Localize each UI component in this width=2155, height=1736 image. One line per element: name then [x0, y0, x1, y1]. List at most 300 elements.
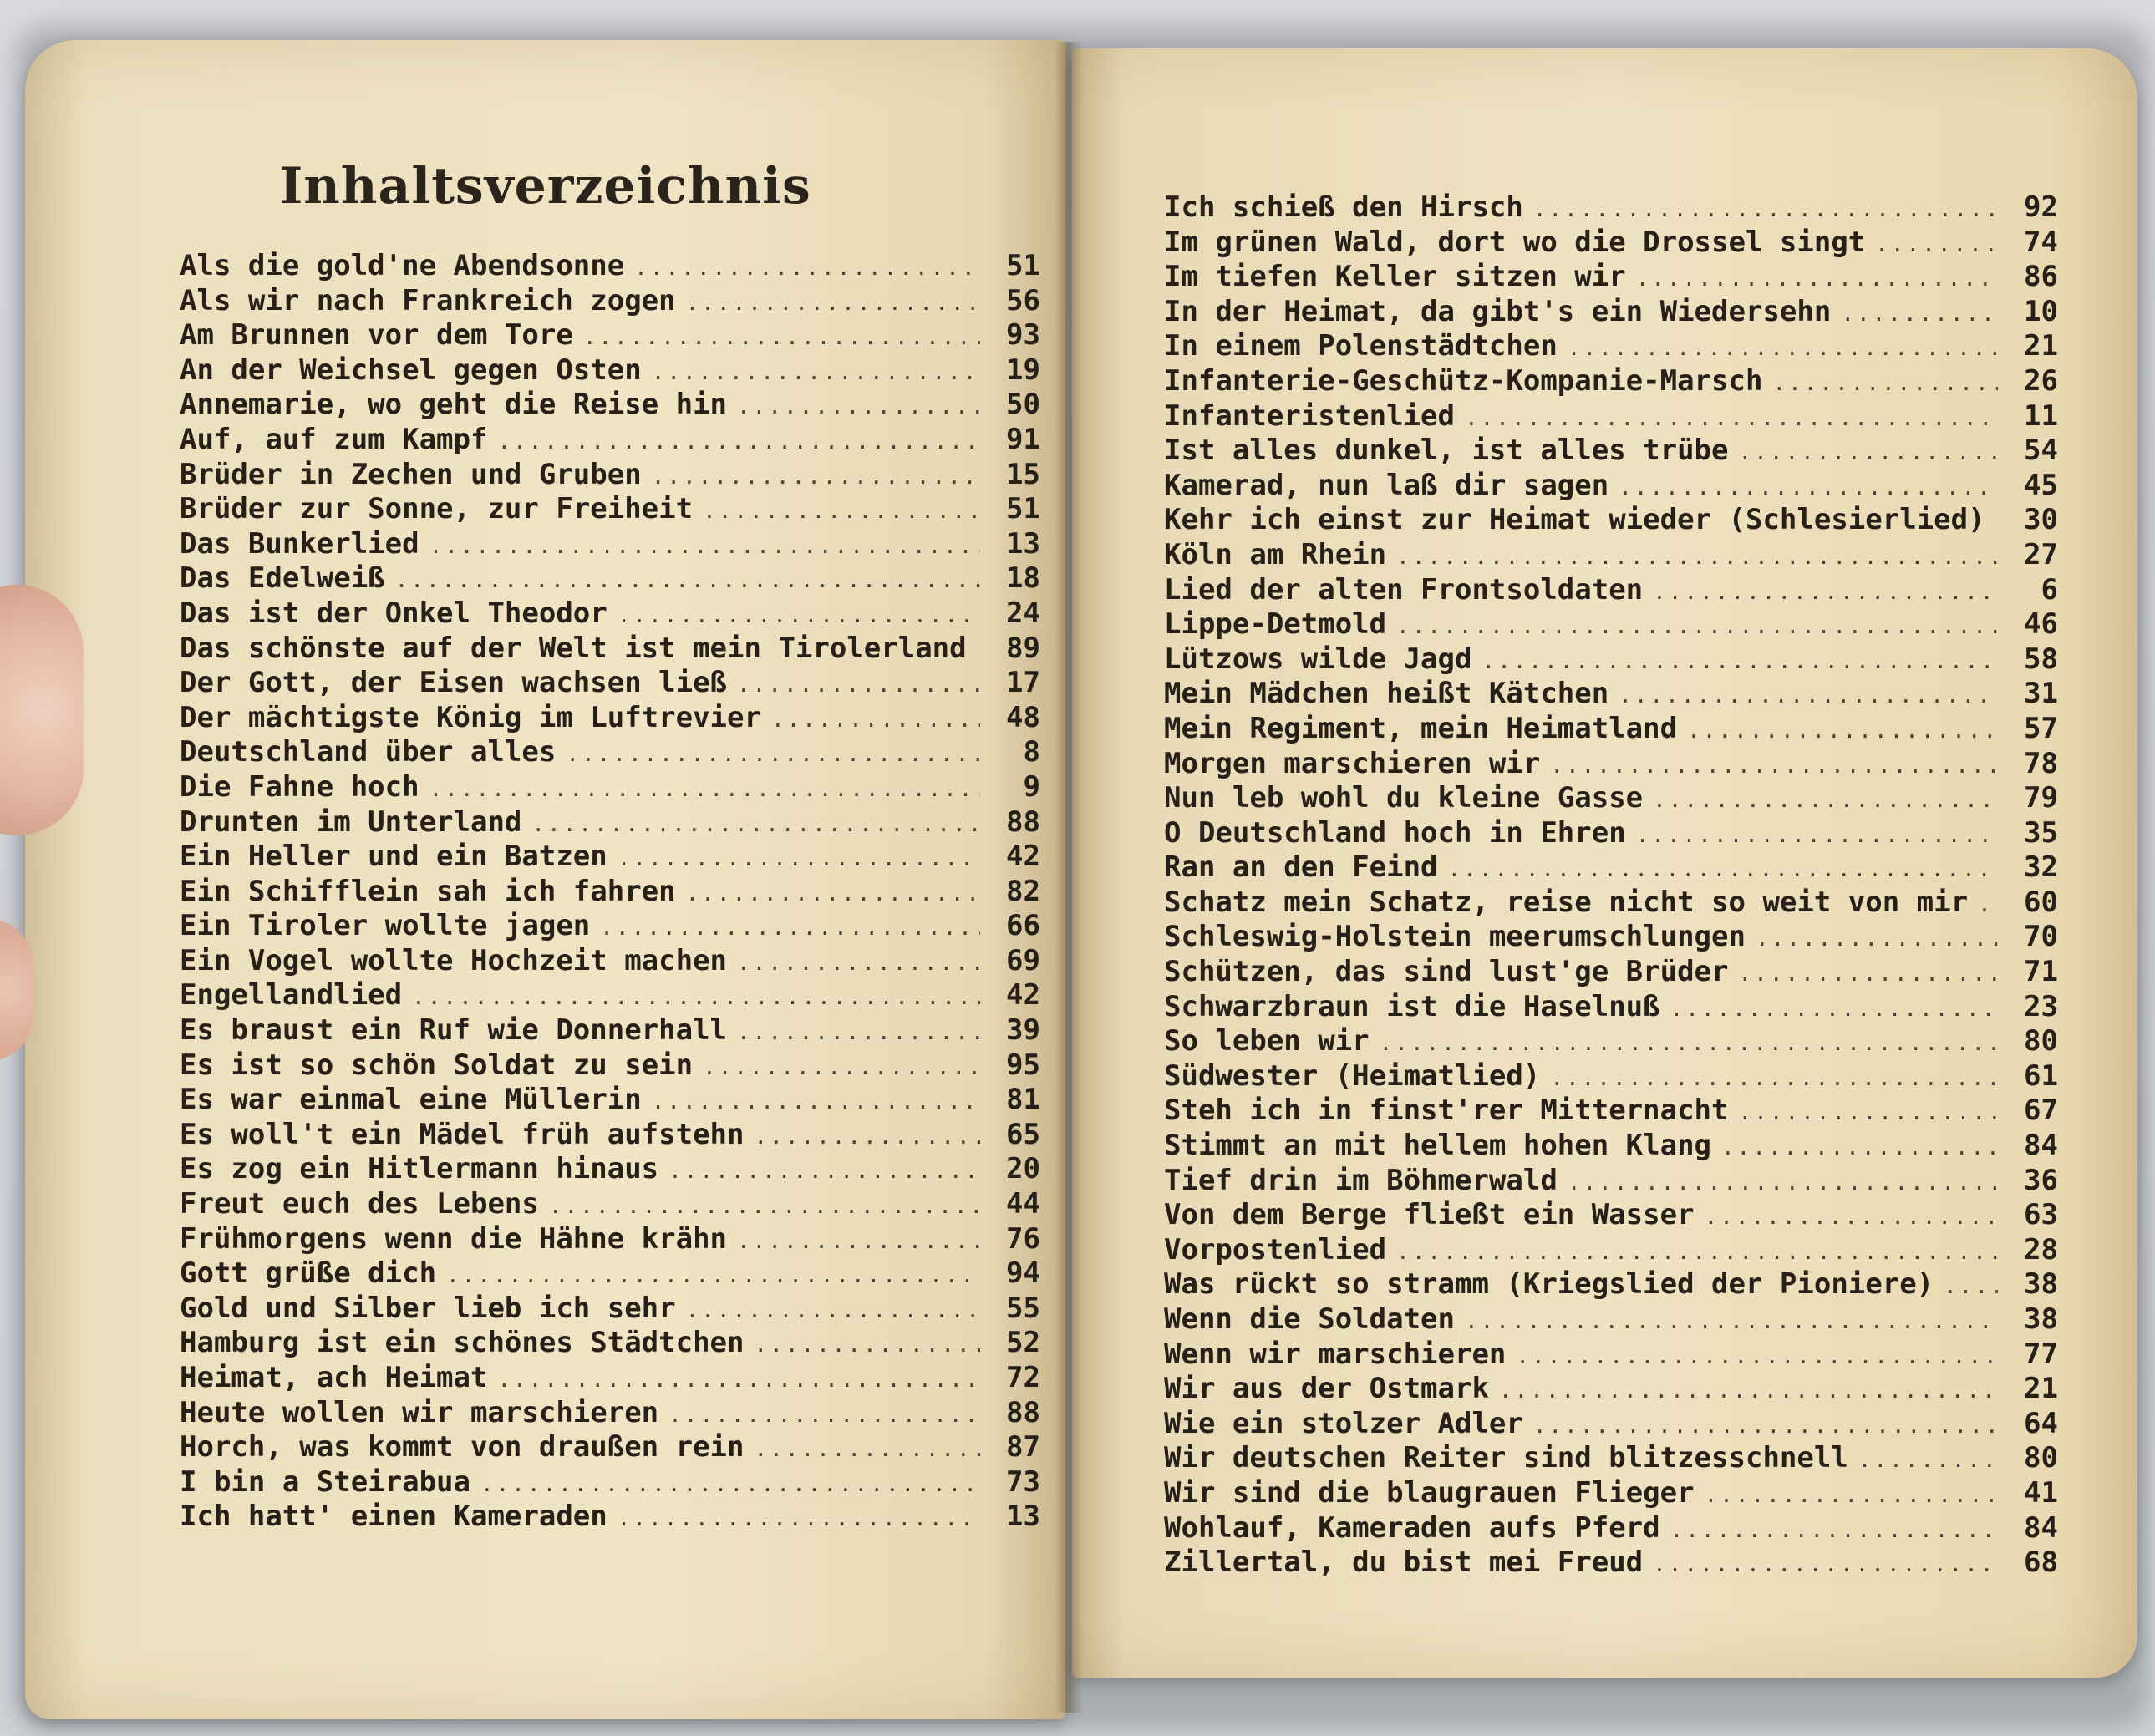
toc-entry-page: 46	[2024, 607, 2058, 642]
toc-entry-title: Das ist der Onkel Theodor	[180, 596, 607, 630]
toc-entry-page: 94	[1006, 1256, 1040, 1291]
toc-entry	[180, 1256, 1040, 1292]
toc-entry-page: 21	[2024, 1372, 2058, 1406]
toc-entry-page: 42	[1006, 978, 1040, 1013]
toc-entry	[180, 735, 1040, 770]
toc-entry-title: Wir deutschen Reiter sind blitzesschnell	[1164, 1441, 1848, 1475]
toc-entry	[1164, 503, 2058, 538]
toc-entry-page: 89	[1006, 631, 1040, 665]
toc-entry-page: 95	[1006, 1048, 1040, 1082]
toc-entry	[1164, 1407, 2058, 1442]
toc-entry	[1164, 1059, 2058, 1094]
toc-entry	[180, 1500, 1040, 1535]
toc-entry	[180, 353, 1040, 388]
toc-entry-page: 93	[1006, 318, 1040, 353]
toc-leader-dots	[1670, 1518, 1998, 1543]
toc-entry-title: Ein Heller und ein Batzen	[180, 840, 607, 874]
toc-entry-title: Frühmorgens wenn die Hähne krähn	[180, 1221, 728, 1256]
toc-entry	[1164, 747, 2058, 782]
toc-entry	[1164, 1372, 2058, 1407]
toc-leader-dots	[1448, 857, 1998, 882]
toc-entry-title: Im grünen Wald, dort wo die Drossel singt	[1164, 225, 1866, 259]
toc-entry-title: Wir sind die blaugrauen Flieger	[1164, 1475, 1695, 1510]
toc-entry-page: 39	[1006, 1013, 1040, 1048]
toc-leader-dots	[1396, 614, 1998, 639]
toc-entry-title: Wohlauf, Kameraden aufs Pferd	[1164, 1510, 1660, 1545]
toc-entry-page: 44	[1006, 1187, 1040, 1221]
toc-entry-page: 11	[2024, 398, 2058, 433]
toc-entry-title: Tief drin im Böhmerwald	[1164, 1163, 1558, 1197]
toc-leader-dots	[1533, 197, 1998, 222]
toc-entry-title: Köln am Rhein	[1164, 537, 1387, 571]
toc-entry-title: Engellandlied	[180, 978, 403, 1013]
toc-leader-dots	[1772, 371, 1998, 396]
toc-entry	[1164, 920, 2058, 955]
toc-entry-title: Wie ein stolzer Adler	[1164, 1406, 1523, 1440]
toc-leader-dots	[1619, 683, 1998, 708]
toc-leader-dots	[668, 1159, 980, 1184]
toc-entry	[1164, 781, 2058, 816]
toc-leader-dots	[1533, 1414, 1998, 1439]
toc-entry-title: O Deutschland hoch in Ehren	[1164, 815, 1626, 850]
toc-entry-page: 79	[2024, 781, 2058, 815]
toc-entry-title: Gold und Silber lieb ich sehr	[180, 1291, 676, 1325]
toc-entry	[1164, 1267, 2058, 1302]
toc-entry-page: 23	[2024, 989, 2058, 1023]
toc-entry-title: Als wir nach Frankreich zogen	[180, 283, 676, 317]
toc-entry-page: 17	[1006, 666, 1040, 700]
toc-entry-page: 18	[1006, 561, 1040, 596]
toc-entry-title: Hamburg ist ein schönes Städtchen	[180, 1326, 745, 1360]
toc-entry-title: Heute wollen wir marschieren	[180, 1395, 659, 1429]
toc-leader-dots	[1465, 1309, 1998, 1334]
toc-entry-page: 71	[2024, 955, 2058, 989]
toc-entry-title: Es braust ein Ruf wie Donnerhall	[180, 1013, 728, 1048]
toc-entry-title: Morgen marschieren wir	[1164, 746, 1541, 780]
toc-leader-dots	[686, 1298, 980, 1323]
toc-leader-dots	[1396, 545, 1998, 570]
toc-entry	[1164, 1233, 2058, 1268]
toc-entry-title: Der mächtigste König im Luftrevier	[180, 700, 761, 734]
toc-entry-page: 84	[2024, 1129, 2058, 1163]
toc-entry-page: 6	[2041, 572, 2058, 607]
toc-leader-dots	[1705, 1205, 1998, 1230]
toc-leader-dots	[583, 325, 980, 350]
toc-leader-dots	[755, 1124, 980, 1150]
toc-leader-dots	[1516, 1344, 1998, 1369]
toc-entry-page: 52	[1006, 1326, 1040, 1360]
toc-entry-page: 50	[1006, 388, 1040, 422]
toc-entry	[1164, 573, 2058, 608]
toc-entry-page: 91	[1006, 422, 1040, 456]
toc-entry-page: 61	[2024, 1058, 2058, 1093]
toc-entry	[180, 1292, 1040, 1327]
toc-entry	[180, 1326, 1040, 1361]
toc-entry-page: 24	[1006, 596, 1040, 630]
toc-entry-title: Ein Vogel wollte Hochzeit machen	[180, 943, 728, 977]
toc-entry-page: 76	[1006, 1221, 1040, 1256]
toc-leader-dots	[686, 881, 980, 906]
toc-entry	[1164, 712, 2058, 747]
toc-leader-dots	[395, 568, 980, 593]
toc-leader-dots	[755, 1437, 980, 1462]
toc-entry	[1164, 469, 2058, 504]
toc-entry-title: Von dem Berge fließt ein Wasser	[1164, 1198, 1695, 1232]
toc-entry-page: 58	[2024, 642, 2058, 676]
toc-entry	[1164, 329, 2058, 364]
toc-entry	[1164, 1024, 2058, 1059]
toc-entry-page: 88	[1006, 805, 1040, 839]
toc-entry-page: 13	[1006, 1500, 1040, 1534]
toc-entry-page: 27	[2024, 537, 2058, 571]
toc-leader-dots	[1482, 649, 1998, 674]
toc-entry-page: 82	[1006, 874, 1040, 908]
toc-entry-title: Lippe-Detmold	[1164, 607, 1387, 642]
toc-entry-page: 21	[2024, 329, 2058, 363]
toc-leader-dots	[549, 1194, 980, 1219]
toc-leader-dots	[618, 1506, 980, 1531]
toc-entry	[180, 944, 1040, 979]
toc-entry	[1164, 955, 2058, 990]
toc-entry-title: Im tiefen Keller sitzen wir	[1164, 260, 1626, 294]
toc-entry	[180, 1048, 1040, 1084]
toc-entry-page: 8	[1023, 735, 1040, 769]
toc-entry	[1164, 1511, 2058, 1546]
toc-entry-title: Lied der alten Frontsoldaten	[1164, 572, 1644, 607]
toc-leader-dots	[1739, 440, 1998, 465]
toc-entry-page: 84	[2024, 1510, 2058, 1545]
toc-entry	[1164, 1476, 2058, 1511]
toc-entry-title: Der Gott, der Eisen wachsen ließ	[180, 666, 728, 700]
toc-entry-page: 35	[2024, 815, 2058, 850]
toc-leader-dots	[429, 534, 980, 559]
toc-entry	[1164, 364, 2058, 399]
toc-leader-dots	[1841, 302, 1998, 327]
toc-entry	[180, 458, 1040, 493]
toc-entry-title: An der Weichsel gegen Osten	[180, 353, 642, 387]
toc-leader-dots	[1653, 580, 1998, 605]
toc-entry-page: 41	[2024, 1475, 2058, 1510]
toc-entry	[1164, 538, 2058, 573]
toc-leader-dots	[1465, 406, 1998, 431]
toc-entry-title: Was rückt so stramm (Kriegslied der Pioniere)	[1164, 1267, 1934, 1302]
toc-leader-dots	[1721, 1135, 1998, 1160]
toc-entry-page: 63	[2024, 1198, 2058, 1232]
toc-entry-page: 28	[2024, 1232, 2058, 1266]
toc-leader-dots	[703, 1055, 980, 1080]
toc-entry-page: 51	[1006, 249, 1040, 282]
toc-entry	[180, 1013, 1040, 1048]
toc-entry-title: In einem Polenstädtchen	[1164, 329, 1558, 363]
toc-entry-page: 68	[2024, 1546, 2058, 1580]
toc-entry-page: 64	[2024, 1406, 2058, 1440]
toc-leader-dots	[618, 846, 980, 871]
toc-entry	[1164, 295, 2058, 330]
toc-leader-dots	[1978, 892, 1998, 917]
toc-leader-dots	[977, 638, 980, 663]
toc-entry-title: Zillertal, du bist mei Freud	[1164, 1546, 1644, 1580]
toc-entry	[180, 596, 1040, 632]
toc-entry-title: Südwester (Heimatlied)	[1164, 1058, 1541, 1093]
toc-entry-page: 67	[2024, 1094, 2058, 1128]
toc-entry-title: Brüder zur Sonne, zur Freiheit	[180, 492, 694, 526]
toc-entry	[1164, 816, 2058, 851]
toc-entry	[1164, 190, 2058, 226]
toc-entry-title: Es ist so schön Soldat zu sein	[180, 1048, 694, 1082]
toc-entry	[180, 666, 1040, 701]
toc-entry-title: Es war einmal eine Müllerin	[180, 1083, 642, 1117]
toc-entry	[1164, 990, 2058, 1025]
toc-entry	[180, 492, 1040, 527]
toc-leader-dots	[1670, 997, 1998, 1022]
toc-entry	[1164, 434, 2058, 469]
toc-entry-title: Gott grüße dich	[180, 1256, 437, 1291]
toc-entry-page: 65	[1006, 1117, 1040, 1151]
toc-entry	[1164, 886, 2058, 921]
toc-entry-page: 42	[1006, 840, 1040, 874]
toc-entry-page: 19	[1006, 353, 1040, 387]
toc-entry-page: 31	[2024, 677, 2058, 711]
thumb	[0, 585, 84, 835]
toc-leader-dots	[1875, 232, 1998, 257]
toc-entry	[180, 249, 1040, 284]
toc-entry	[180, 1152, 1040, 1187]
toc-list-right	[1164, 190, 2058, 1581]
toc-leader-dots	[1396, 1240, 1998, 1265]
toc-leader-dots	[1653, 1552, 1998, 1577]
toc-entry	[180, 875, 1040, 910]
toc-leader-dots	[446, 1263, 980, 1288]
toc-entry	[180, 1118, 1040, 1153]
toc-entry-title: Horch, was kommt von draußen rein	[180, 1430, 745, 1464]
toc-entry	[1164, 399, 2058, 434]
toc-leader-dots	[686, 291, 980, 316]
right-page	[1072, 48, 2137, 1678]
toc-entry-page: 26	[2024, 363, 2058, 398]
toc-entry-title: Wenn wir marschieren	[1164, 1337, 1507, 1371]
toc-entry	[180, 770, 1040, 805]
toc-entry-title: Drunten im Unterland	[180, 805, 522, 839]
toc-leader-dots	[1739, 962, 1998, 987]
toc-entry-title: Vorpostenlied	[1164, 1232, 1387, 1266]
toc-entry-title: In der Heimat, da gibt's ein Wiedersehn	[1164, 294, 1832, 328]
toc-leader-dots	[755, 1332, 980, 1358]
toc-entry-page: 30	[2024, 503, 2058, 537]
toc-entry	[1164, 1129, 2058, 1164]
toc-entry	[180, 1187, 1040, 1222]
toc-leader-dots	[1636, 823, 1998, 848]
toc-entry-title: Als die gold'ne Abendsonne	[180, 249, 625, 282]
toc-entry	[1164, 1198, 2058, 1233]
toc-entry-title: Das schönste auf der Welt ist mein Tirolerland	[180, 631, 967, 665]
toc-entry	[1164, 260, 2058, 295]
toc-leader-dots	[652, 1089, 980, 1114]
toc-entry-title: Schatz mein Schatz, reise nicht so weit von mir	[1164, 885, 1969, 919]
toc-entry-title: Mein Regiment, mein Heimatland	[1164, 711, 1678, 745]
toc-entry-title: Wir aus der Ostmark	[1164, 1372, 1489, 1406]
toc-entry-page: 20	[1006, 1152, 1040, 1186]
toc-entry-page: 69	[1006, 943, 1040, 977]
toc-leader-dots	[737, 1020, 980, 1045]
book-gutter	[1055, 42, 1083, 1713]
toc-entry-title: Schwarzbraun ist die Haselnuß	[1164, 989, 1660, 1023]
toc-entry-page: 74	[2024, 225, 2058, 259]
toc-entry-title: Ein Schifflein sah ich fahren	[180, 874, 676, 908]
toc-entry-page: 80	[2024, 1441, 2058, 1475]
toc-entry-page: 56	[1006, 283, 1040, 317]
toc-leader-dots	[618, 603, 980, 628]
toc-entry-page: 92	[2024, 190, 2058, 224]
toc-leader-dots	[771, 708, 980, 733]
toc-entry-title: Heimat, ach Heimat	[180, 1361, 488, 1394]
toc-entry-title: Freut euch des Lebens	[180, 1187, 539, 1221]
toc-entry-title: Ein Tiroler wollte jagen	[180, 909, 591, 943]
toc-entry	[180, 1361, 1040, 1396]
toc-entry-page: 54	[2024, 434, 2058, 468]
toc-entry-title: Mein Mädchen heißt Kätchen	[1164, 677, 1609, 711]
toc-entry-page: 15	[1006, 457, 1040, 491]
toc-entry-title: Es woll't ein Mädel früh aufstehn	[180, 1117, 745, 1151]
toc-entry-title: Stimmt an mit hellem hohen Klang	[1164, 1129, 1712, 1163]
toc-entry-title: Das Edelweiß	[180, 561, 385, 596]
toc-entry	[1164, 1164, 2058, 1199]
toc-entry-page: 10	[2024, 294, 2058, 328]
toc-entry-title: Lützows wilde Jagd	[1164, 642, 1472, 676]
toc-entry-title: Infanterie-Geschütz-Kompanie-Marsch	[1164, 363, 1763, 398]
toc-entry	[180, 561, 1040, 596]
toc-entry	[180, 1083, 1040, 1118]
toc-entry	[180, 1396, 1040, 1431]
toc-entry-page: 73	[1006, 1464, 1040, 1499]
toc-entry	[1164, 642, 2058, 678]
toc-entry	[180, 840, 1040, 875]
toc-leader-dots	[1653, 788, 1998, 813]
toc-entry	[1164, 1441, 2058, 1476]
toc-leader-dots	[634, 256, 980, 281]
toc-leader-dots	[1550, 754, 1998, 779]
toc-leader-dots	[1995, 510, 1998, 535]
toc-entry-title: Schützen, das sind lust'ge Brüder	[1164, 955, 1729, 989]
toc-entry-title: Es zog ein Hitlermann hinaus	[180, 1152, 659, 1186]
toc-entry-page: 87	[1006, 1430, 1040, 1464]
toc-leader-dots	[737, 394, 980, 419]
toc-leader-dots	[668, 1403, 980, 1428]
toc-list-left	[180, 249, 1040, 1535]
left-page	[25, 40, 1065, 1719]
toc-entry	[180, 1430, 1040, 1465]
toc-entry	[180, 1222, 1040, 1257]
toc-leader-dots	[737, 673, 980, 698]
toc-entry	[180, 318, 1040, 353]
page-title: Inhaltsverzeichnis	[279, 157, 811, 216]
toc-entry-page: 36	[2024, 1163, 2058, 1197]
toc-leader-dots	[737, 1229, 980, 1254]
toc-entry-title: Ran an den Feind	[1164, 850, 1438, 885]
toc-entry-title: Am Brunnen vor dem Tore	[180, 318, 573, 353]
toc-entry-title: Auf, auf zum Kampf	[180, 422, 488, 456]
toc-leader-dots	[429, 777, 980, 802]
toc-leader-dots	[1944, 1274, 1998, 1299]
toc-entry-page: 51	[1006, 492, 1040, 526]
toc-entry-title: Ist alles dunkel, ist alles trübe	[1164, 434, 1729, 468]
toc-entry-page: 66	[1006, 909, 1040, 943]
toc-entry-page: 72	[1006, 1361, 1040, 1394]
toc-entry-page: 78	[2024, 746, 2058, 780]
toc-entry-title: Ich schieß den Hirsch	[1164, 190, 1523, 224]
toc-leader-dots	[652, 360, 980, 385]
toc-entry-title: Steh ich in finst'rer Mitternacht	[1164, 1094, 1729, 1128]
toc-entry	[180, 1465, 1040, 1500]
toc-leader-dots	[1550, 1066, 1998, 1091]
toc-entry	[180, 978, 1040, 1013]
toc-leader-dots	[703, 499, 980, 524]
toc-entry-title: I bin a Steirabua	[180, 1464, 470, 1499]
toc-entry-page: 45	[2024, 468, 2058, 502]
toc-entry-page: 38	[2024, 1267, 2058, 1302]
toc-entry-page: 13	[1006, 526, 1040, 561]
toc-entry-title: Brüder in Zechen und Gruben	[180, 457, 642, 491]
toc-entry-title: Die Fahne hoch	[180, 769, 419, 804]
toc-leader-dots	[531, 812, 980, 837]
toc-leader-dots	[1619, 475, 1998, 500]
toc-entry	[180, 527, 1040, 562]
toc-leader-dots	[497, 1368, 980, 1393]
toc-entry-page: 80	[2024, 1024, 2058, 1058]
toc-entry-title: Schleswig-Holstein meerumschlungen	[1164, 920, 1746, 954]
toc-entry-title: Ich hatt' einen Kameraden	[180, 1500, 607, 1534]
toc-entry-title: Deutschland über alles	[180, 735, 557, 769]
toc-leader-dots	[1499, 1378, 1998, 1404]
toc-leader-dots	[497, 429, 980, 454]
toc-leader-dots	[652, 464, 980, 490]
toc-entry-title: Kamerad, nun laß dir sagen	[1164, 468, 1609, 502]
toc-entry-page: 57	[2024, 711, 2058, 745]
toc-entry-page: 48	[1006, 700, 1040, 734]
toc-entry-page: 81	[1006, 1083, 1040, 1117]
toc-entry	[1164, 1302, 2058, 1338]
toc-entry-page: 70	[2024, 920, 2058, 954]
toc-leader-dots	[412, 985, 980, 1010]
toc-entry	[180, 909, 1040, 944]
toc-leader-dots	[1568, 336, 1998, 361]
toc-leader-dots	[566, 742, 980, 767]
toc-entry	[180, 701, 1040, 736]
toc-entry	[1164, 850, 2058, 886]
toc-entry-page: 77	[2024, 1337, 2058, 1371]
toc-leader-dots	[1636, 266, 1998, 292]
toc-leader-dots	[1687, 718, 1998, 744]
toc-entry-title: Das Bunkerlied	[180, 526, 419, 561]
toc-entry-page: 38	[2024, 1302, 2058, 1336]
toc-entry-page: 9	[1023, 769, 1040, 804]
toc-entry-title: Annemarie, wo geht die Reise hin	[180, 388, 728, 422]
toc-entry-page: 86	[2024, 260, 2058, 294]
toc-leader-dots	[480, 1472, 980, 1497]
toc-entry	[1164, 607, 2058, 642]
toc-entry	[1164, 677, 2058, 712]
toc-entry-title: Wenn die Soldaten	[1164, 1302, 1455, 1336]
toc-leader-dots	[1858, 1448, 1998, 1473]
toc-entry-page: 55	[1006, 1291, 1040, 1325]
toc-entry	[180, 284, 1040, 319]
toc-entry-title: Nun leb wohl du kleine Gasse	[1164, 781, 1644, 815]
toc-entry	[1164, 1546, 2058, 1581]
toc-entry-page: 32	[2024, 850, 2058, 885]
toc-entry-title: Infanteristenlied	[1164, 398, 1455, 433]
toc-entry-title: Kehr ich einst zur Heimat wieder (Schlesierlied)	[1164, 503, 1985, 537]
toc-entry-page: 60	[2024, 885, 2058, 919]
toc-leader-dots	[1380, 1031, 1998, 1056]
